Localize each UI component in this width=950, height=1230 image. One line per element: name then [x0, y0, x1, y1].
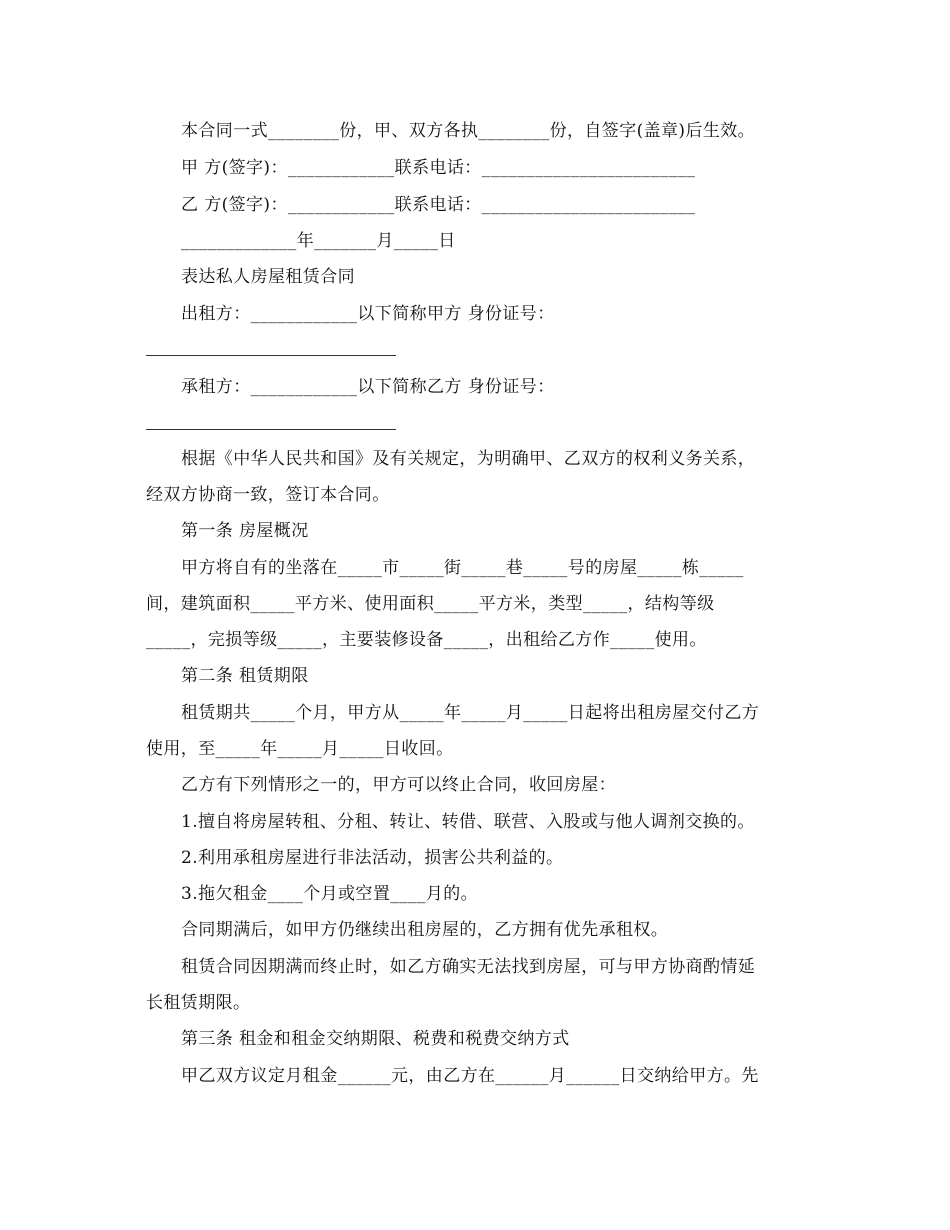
extension-line-1: 租赁合同因期满而终止时，如乙方确实无法找到房屋，可与甲方协商酌情延	[181, 957, 756, 977]
party-a-signature-line: 甲 方(签字)：____________联系电话：________________________	[181, 158, 696, 178]
lessor-line: 出租方：____________以下简称甲方 身份证号：	[181, 304, 555, 324]
preamble-line-2: 经双方协商一致，签订本合同。	[146, 485, 390, 505]
article-2-heading: 第二条 租赁期限	[181, 666, 309, 686]
article-2-line-2: 使用，至_____年_____月_____日收回。	[146, 739, 454, 759]
preamble-line-1: 根据《中华人民共和国》及有关规定，为明确甲、乙双方的权利义务关系，	[181, 449, 756, 469]
party-b-signature-line: 乙 方(签字)：____________联系电话：________________________	[181, 195, 696, 215]
copies-clause: 本合同一式________份，甲、双方各执________份，自签字(盖章)后生效。	[181, 121, 756, 141]
article-2-line-1: 租赁期共_____个月，甲方从_____年_____月_____日起将出租房屋交付乙方	[181, 703, 760, 723]
article-1-line-3: _____，完损等级_____，主要装修设备_____，出租给乙方作_____使用。	[146, 630, 707, 650]
article-3-line-1: 甲乙双方议定月租金______元，由乙方在______月______日交纳给甲方。先	[181, 1066, 759, 1086]
article-1-heading: 第一条 房屋概况	[181, 521, 309, 541]
renewal-priority: 合同期满后，如甲方仍继续出租房屋的，乙方拥有优先承租权。	[181, 920, 669, 940]
article-3-heading: 第三条 租金和租金交纳期限、税费和税费交纳方式	[181, 1029, 570, 1049]
date-line: _____________年_______月_____日	[181, 231, 456, 251]
contract-title: 表达私人房屋租赁合同	[181, 267, 355, 287]
termination-item-3: 3.拖欠租金____个月或空置____月的。	[181, 884, 479, 904]
lessee-line: 承租方：____________以下简称乙方 身份证号：	[181, 377, 555, 397]
article-1-line-1: 甲方将自有的坐落在_____市_____街_____巷_____号的房屋_____栋_____	[181, 558, 744, 578]
termination-item-1: 1.擅自将房屋转租、分租、转让、转借、联营、入股或与他人调剂交换的。	[181, 812, 755, 832]
extension-line-2: 长租赁期限。	[146, 993, 251, 1013]
lessor-id-blank	[146, 355, 396, 356]
termination-item-2: 2.利用承租房屋进行非法活动，损害公共利益的。	[181, 848, 564, 868]
lessee-id-blank	[146, 429, 396, 430]
termination-intro: 乙方有下列情形之一的，甲方可以终止合同，收回房屋：	[181, 775, 616, 795]
article-1-line-2: 间，建筑面积_____平方米、使用面积_____平方米，类型_____，结构等级	[146, 594, 715, 614]
